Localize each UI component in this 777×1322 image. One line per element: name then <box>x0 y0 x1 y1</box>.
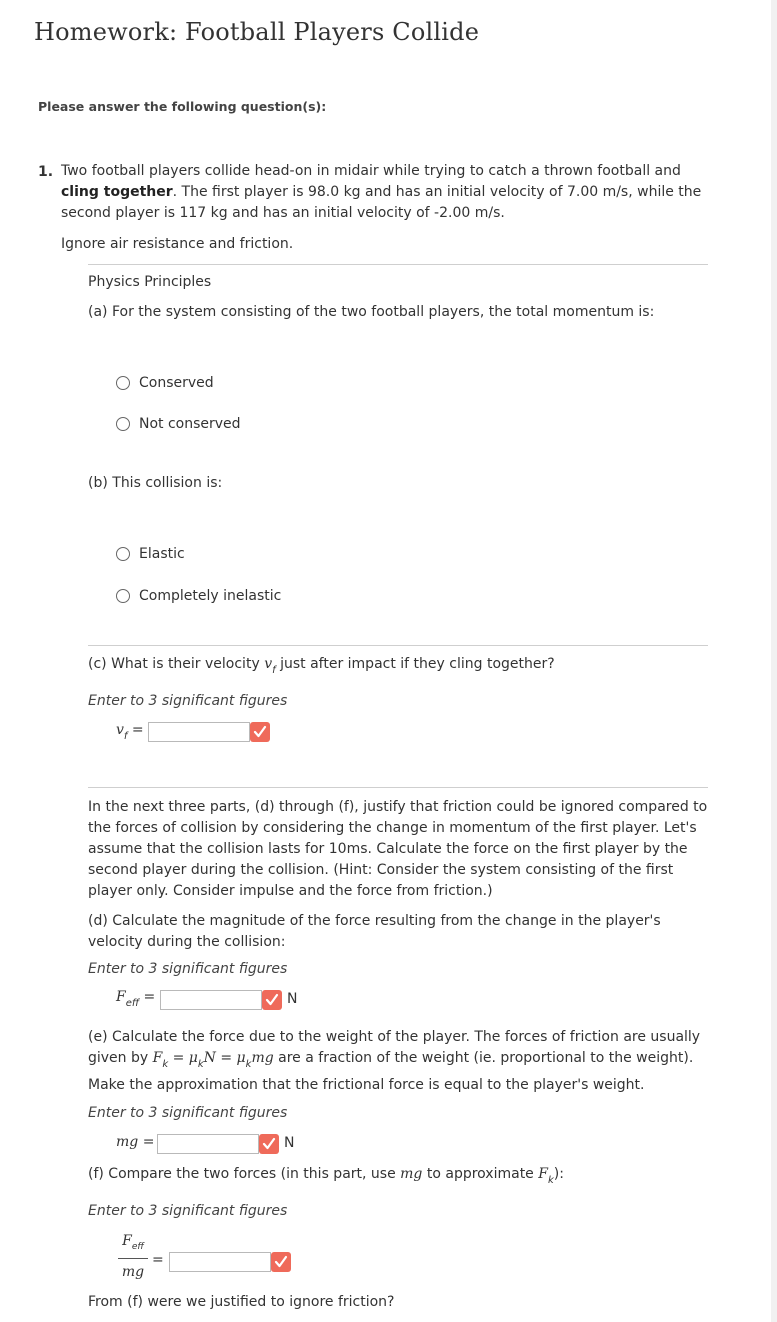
instructions: Please answer the following question(s): <box>38 99 327 114</box>
checkmark-icon <box>265 993 279 1007</box>
vf-input[interactable] <box>148 722 250 742</box>
part-f-prompt: (f) Compare the two forces (in this part, use mg to approximate $F_k$): <box>88 1166 564 1186</box>
fraction-bar <box>118 1258 148 1259</box>
radio-circle[interactable] <box>116 376 130 390</box>
ignore-note: Ignore air resistance and friction. <box>61 236 294 252</box>
ratio-input[interactable] <box>169 1252 271 1272</box>
radio-circle[interactable] <box>116 589 130 603</box>
part-e-approximation: Make the approximation that the frictional force is equal to the player's weight. <box>88 1077 645 1093</box>
feff-label: $F_{eff}$ = <box>116 989 156 1009</box>
fraction-numerator: $F_{eff}$ <box>122 1233 144 1252</box>
part-c-prompt: (c) What is their velocity $v_f$ just after impact if they cling together? <box>88 656 555 676</box>
page-title: Homework: Football Players Collide <box>34 18 480 46</box>
divider <box>88 645 708 646</box>
part-f-followup: From (f) were we justified to ignore friction? <box>88 1294 395 1310</box>
question-number: 1. <box>38 164 54 180</box>
divider <box>88 787 708 788</box>
checkmark-icon <box>262 1137 276 1151</box>
check-answer-button[interactable] <box>271 1252 291 1272</box>
equals-sign: = <box>152 1252 164 1268</box>
check-answer-button[interactable] <box>250 722 270 742</box>
part-d-prompt: (d) Calculate the magnitude of the force resulting from the change in the player's velocity during the collision: <box>88 913 661 950</box>
divider <box>88 264 708 265</box>
part-d-hint: Enter to 3 significant figures <box>88 961 288 977</box>
mg-input[interactable] <box>157 1134 259 1154</box>
unit-label: N <box>284 1135 295 1151</box>
feff-input[interactable] <box>160 990 262 1010</box>
radio-circle[interactable] <box>116 547 130 561</box>
part-c-hint: Enter to 3 significant figures <box>88 693 288 709</box>
vf-label: $v_f$ = <box>116 722 144 742</box>
part-b-prompt: (b) This collision is: <box>88 475 223 491</box>
checkmark-icon <box>253 725 267 739</box>
mg-label: mg = <box>116 1134 155 1150</box>
check-answer-button[interactable] <box>262 990 282 1010</box>
fraction-denominator: mg <box>121 1264 145 1280</box>
check-answer-button[interactable] <box>259 1134 279 1154</box>
part-a-prompt: (a) For the system consisting of the two football players, the total momentum is: <box>88 304 655 320</box>
radio-completely-inelastic[interactable]: Completely inelastic <box>116 588 281 604</box>
parts-d-f-intro: In the next three parts, (d) through (f), justify that friction could be ignored compared to the forces of collision by considering the change in momentum of the first player. Let's assume that the collision lasts for 10ms. Calculate the force on the first player by the second player during the collision. (Hint: Consider the system consisting of the first player only. Consider impulse and the force from friction.) <box>88 799 708 899</box>
part-e-hint: Enter to 3 significant figures <box>88 1105 288 1121</box>
radio-circle[interactable] <box>116 417 130 431</box>
part-f-hint: Enter to 3 significant figures <box>88 1203 288 1219</box>
unit-label: N <box>287 991 298 1007</box>
part-e-prompt: (e) Calculate the force due to the weight of the player. The forces of friction are usually given by $F_k = \mu_kN = \mu_kmg$ are a fraction of the weight (ie. proportional to the weight). <box>88 1029 701 1070</box>
physics-principles-header: Physics Principles <box>88 274 212 290</box>
checkmark-icon <box>274 1255 288 1269</box>
question-intro: Two football players collide head-on in midair while trying to catch a thrown football and cling together. The first player is 98.0 kg and has an initial velocity of 7.00 m/s, while the second player is 117 kg and has an initial velocity of -2.00 m/s. <box>61 163 702 221</box>
radio-elastic[interactable]: Elastic <box>116 546 185 562</box>
page-scrollbar-track[interactable] <box>771 0 777 1322</box>
radio-not-conserved[interactable]: Not conserved <box>116 416 241 432</box>
radio-conserved[interactable]: Conserved <box>116 375 214 391</box>
